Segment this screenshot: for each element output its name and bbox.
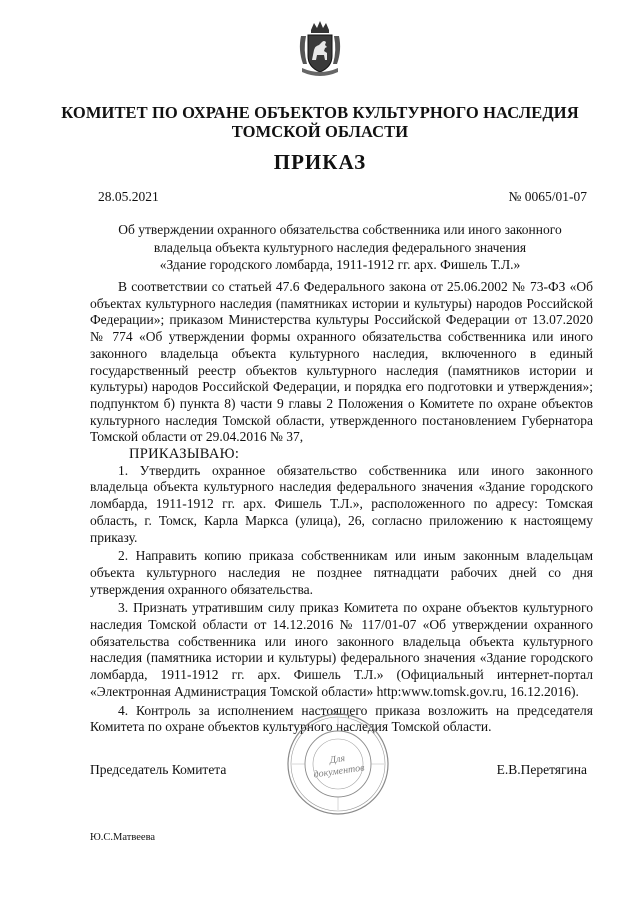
official-stamp-seal bbox=[286, 712, 390, 816]
document-type-title: ПРИКАЗ bbox=[273, 150, 367, 174]
document-number: № 0065/01-07 bbox=[508, 189, 587, 204]
executor-name: Ю.С.Матвеева bbox=[90, 832, 156, 843]
signer-name: Е.В.Перетягина bbox=[496, 762, 587, 777]
signer-position: Председатель Комитета bbox=[90, 762, 227, 777]
organization-name-line-1: КОМИТЕТ ПО ОХРАНЕ ОБЪЕКТОВ КУЛЬТУРНОГО НАСЛЕДИЯ bbox=[61, 103, 579, 122]
decree-item-3: 3. Признать утратившим силу приказ Комитета по охране объектов культурного наследия Томской области от 14.12.2016 № 117/01-07 «Об утверждении охранного обязательства собственника или иного законного владельца объекта культурного наследия (памятника истории и культуры) федерального значения «Здание городского ломбарда, 1911-1912 гг. арх. Фишель Т.Л.» (Официальный интернет-портал «Электронная Администрация Томской области» http:www.tomsk.gov.ru, 16.12.2016). bbox=[90, 600, 593, 699]
decree-heading: ПРИКАЗЫВАЮ: bbox=[129, 446, 240, 463]
preamble-paragraph: В соответствии со статьей 47.6 Федерального закона от 25.06.2002 № 73-ФЗ «Об объектах культурного наследия (памятниках истории и культуры) народов Российской Федерации»; приказом Министерства культуры Российской Федерации от 13.07.2020 № 774 «Об утверждении формы охранного обязательства собственника или иного законного владельца объекта культурного наследия, включенного в единый государственный реестр объектов культурного наследия (памятников истории и культуры) народов Российской Федерации, и порядка его подготовки и утверждения»; подпунктом б) пункта 8) части 9 главы 2 Положения о Комитете по охране объектов культурного наследия Томской области, утвержденного постановлением Губернатора Томской области от 29.04.2016 № 37, bbox=[90, 279, 593, 445]
document-body bbox=[90, 279, 593, 736]
subject-line: «Здание городского ломбарда, 1911-1912 гг. арх. Фишель Т.Л.» bbox=[159, 257, 521, 272]
organization-name-line-2: ТОМСКОЙ ОБЛАСТИ bbox=[231, 122, 409, 141]
stamp-text-line: Для bbox=[328, 753, 346, 767]
document-subject bbox=[90, 221, 590, 274]
stamp-text-line: документов bbox=[312, 762, 366, 781]
decree-item-1: 1. Утвердить охранное обязательство собственника или иного законного владельца объекта культурного наследия федерального значения «Здание городского ломбарда, 1911-1912 гг. арх. Фишель Т.Л.», расположенного по адресу: Томская область, г. Томск, Карла Маркса (улица), 26, согласно приложению к настоящему приказу. bbox=[90, 462, 593, 545]
decree-item-4: 4. Контроль за исполнением настоящего приказа возложить на председателя Комитета по охране объектов культурного наследия Томской области. bbox=[90, 702, 593, 735]
coat-of-arms-emblem bbox=[297, 20, 343, 78]
decree-item-2: 2. Направить копию приказа собственникам или иным законным владельцам объекта культурного наследия не позднее пятнадцати рабочих дней со дня утверждения охранного обязательства. bbox=[90, 548, 593, 597]
subject-line: Об утверждении охранного обязательства собственника или иного законного bbox=[118, 222, 562, 237]
document-date: 28.05.2021 bbox=[98, 189, 159, 204]
subject-line: владельца объекта культурного наследия федерального значения bbox=[153, 239, 527, 255]
